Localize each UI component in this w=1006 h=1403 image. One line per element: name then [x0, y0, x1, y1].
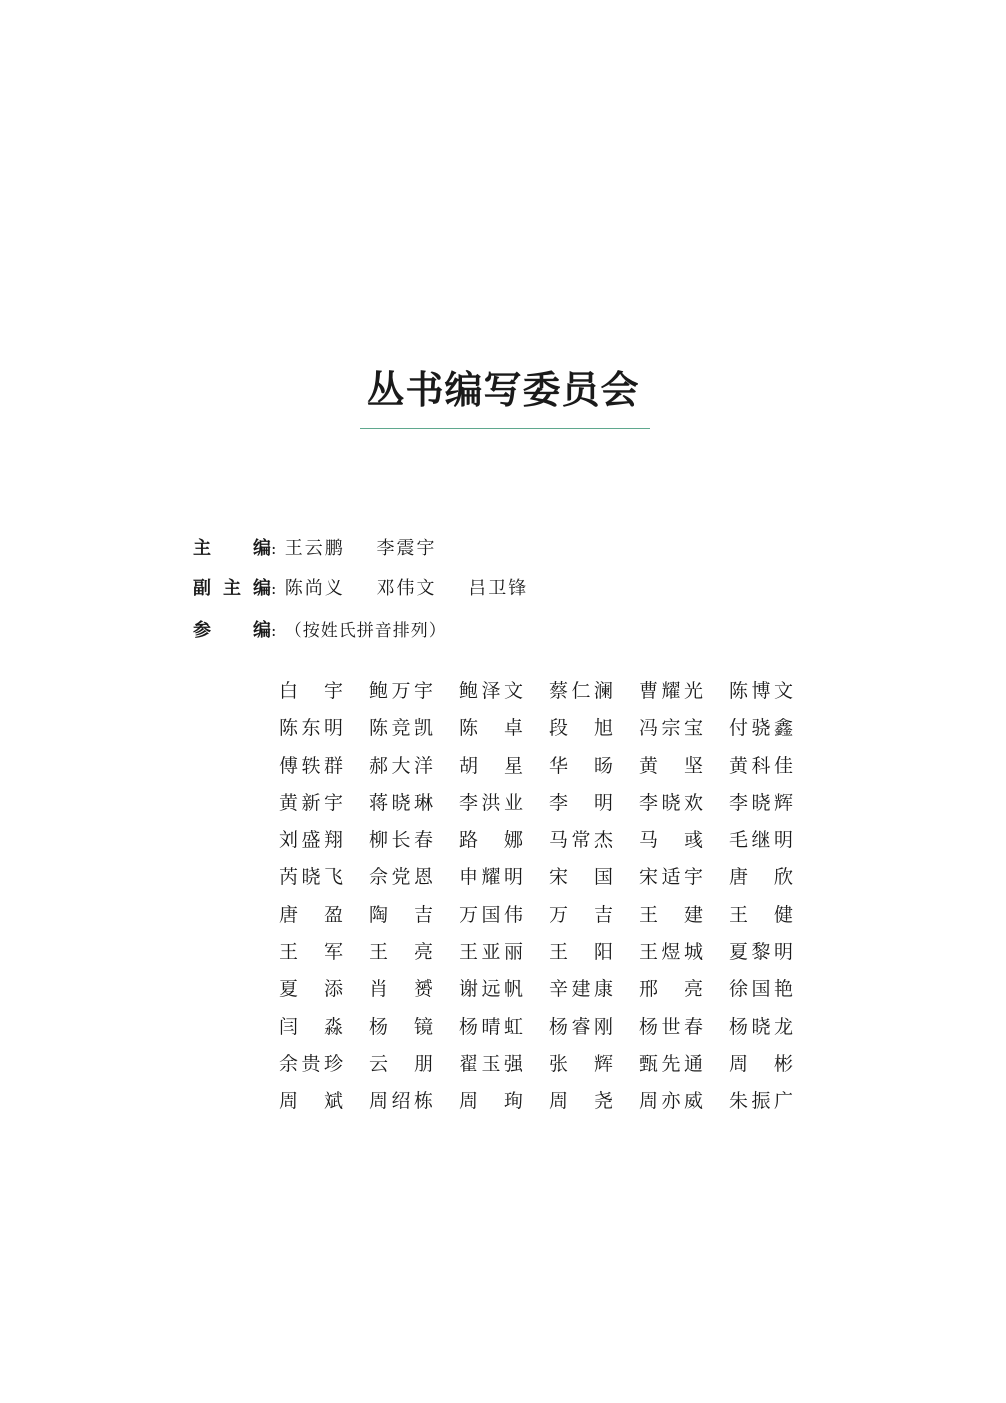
contributor-name: 芮 晓 飞: [279, 866, 343, 889]
contributor-name: 刘 盛 翔: [279, 829, 343, 852]
contributor-name: 李 洪 业: [459, 791, 523, 814]
associate-editors-label: 副主编: [193, 578, 271, 599]
colon: :: [271, 579, 277, 598]
contributor-name: 王 亚 丽: [459, 941, 523, 964]
colon: :: [271, 539, 277, 558]
contributor-name: 傅 轶 群: [279, 754, 343, 777]
contributor-name: 华 旸: [549, 754, 613, 777]
contributor-name: 肖 赟: [369, 978, 433, 1001]
contributor-name: 杨 镜: [369, 1015, 433, 1038]
contributor-name: 冯 宗 宝: [639, 717, 703, 740]
contributor-name: 周 绍 栋: [369, 1090, 433, 1113]
contributor-name: 陈 东 明: [279, 717, 343, 740]
contributor-name: 周 彬: [729, 1052, 793, 1075]
contributor-name: 万 国 伟: [459, 903, 523, 926]
contributor-name: 胡 星: [459, 754, 523, 777]
associate-editor-name: 陈尚义: [284, 578, 345, 599]
contributors-name-grid: [279, 676, 799, 1124]
contributor-name: 马 彧: [639, 829, 703, 852]
contributors-label: 参编: [193, 620, 271, 641]
contributor-name: 王 军: [279, 941, 343, 964]
contributor-name: 杨 晓 龙: [729, 1015, 793, 1038]
contributor-name: 陶 吉: [369, 903, 433, 926]
associate-editor-name: 吕卫锋: [468, 578, 529, 599]
contributor-name: 周 珣: [459, 1090, 523, 1113]
contributor-name: 翟 玉 强: [459, 1052, 523, 1075]
contributor-name: 曹 耀 光: [639, 680, 703, 702]
contributor-name: 陈 卓: [459, 717, 523, 740]
contributor-name: 唐 欣: [729, 866, 793, 889]
contributor-name: 闫 淼: [279, 1015, 343, 1038]
contributor-name: 辛 建 康: [549, 978, 613, 1001]
contributor-name: 申 耀 明: [459, 866, 523, 889]
editor-in-chief-label: 主编: [193, 538, 271, 559]
contributor-name: 蔡 仁 澜: [549, 680, 613, 702]
contributor-name: 唐 盈: [279, 903, 343, 926]
contributor-name: 王 亮: [369, 941, 433, 964]
contributor-name: 朱 振 广: [729, 1090, 793, 1113]
contributor-name: 李 晓 欢: [639, 791, 703, 814]
contributor-name: 郝 大 洋: [369, 754, 433, 777]
contributor-name: 杨 世 春: [639, 1015, 703, 1038]
contributor-name: 万 吉: [549, 903, 613, 926]
editor-name: 李震宇: [376, 538, 437, 559]
contributor-name: 路 娜: [459, 829, 523, 852]
editor-in-chief-row: [193, 535, 462, 563]
contributor-name: 黄 科 佳: [729, 754, 793, 777]
contributor-name: 佘 党 恩: [369, 866, 433, 889]
contributor-name: 甄 先 通: [639, 1052, 703, 1075]
contributor-name: 陈 竞 凯: [369, 717, 433, 740]
contributor-name: 柳 长 春: [369, 829, 433, 852]
associate-editors-names: [285, 575, 554, 603]
contributor-name: 陈 博 文: [729, 680, 793, 702]
contributor-name: 邢 亮: [639, 978, 703, 1001]
contributor-name: 李 明: [549, 791, 613, 814]
contributor-name: 杨 晴 虹: [459, 1015, 523, 1038]
contributor-name: 云 朋: [369, 1052, 433, 1075]
editor-in-chief-names: [285, 535, 463, 563]
contributor-name: 余 贵 珍: [279, 1052, 343, 1075]
contributor-name: 段 旭: [549, 717, 613, 740]
page-title: 丛书编写委员会: [366, 367, 640, 412]
contributor-name: 宋 国: [549, 866, 613, 889]
colon: :: [271, 621, 277, 640]
contributor-name: 张 辉: [549, 1052, 613, 1075]
contributor-name: 周 尧: [549, 1090, 613, 1113]
contributor-name: 王 健: [729, 903, 793, 926]
contributor-name: 鲍 万 宇: [369, 680, 433, 702]
contributor-name: 黄 坚: [639, 754, 703, 777]
contributor-name: 毛 继 明: [729, 829, 793, 852]
contributor-name: 付 骁 鑫: [729, 717, 793, 740]
contributor-name: 周 斌: [279, 1090, 343, 1113]
contributor-name: 夏 黎 明: [729, 941, 793, 964]
contributors-row: [193, 617, 447, 645]
contributor-name: 谢 远 帆: [459, 978, 523, 1001]
title-underline: [360, 428, 650, 429]
associate-editor-name: 邓伟文: [376, 578, 437, 599]
contributor-name: 周 亦 威: [639, 1090, 703, 1113]
contributor-name: 白 宇: [279, 680, 343, 702]
contributor-name: 徐 国 艳: [729, 978, 793, 1001]
contributor-name: 黄 新 宇: [279, 791, 343, 814]
contributor-name: 鲍 泽 文: [459, 680, 523, 702]
contributor-name: 杨 睿 刚: [549, 1015, 613, 1038]
contributor-name: 蒋 晓 琳: [369, 791, 433, 814]
contributor-name: 王 建: [639, 903, 703, 926]
contributor-name: 宋 适 宇: [639, 866, 703, 889]
contributor-name: 王 煜 城: [639, 941, 703, 964]
contributor-name: 王 阳: [549, 941, 613, 964]
sort-order-note: （按姓氏拼音排列）: [284, 621, 447, 641]
associate-editors-row: [193, 575, 554, 603]
editor-name: 王云鹏: [284, 538, 345, 559]
contributor-name: 马 常 杰: [549, 829, 613, 852]
contributor-name: 夏 添: [279, 978, 343, 1001]
contributor-name: 李 晓 辉: [729, 791, 793, 814]
